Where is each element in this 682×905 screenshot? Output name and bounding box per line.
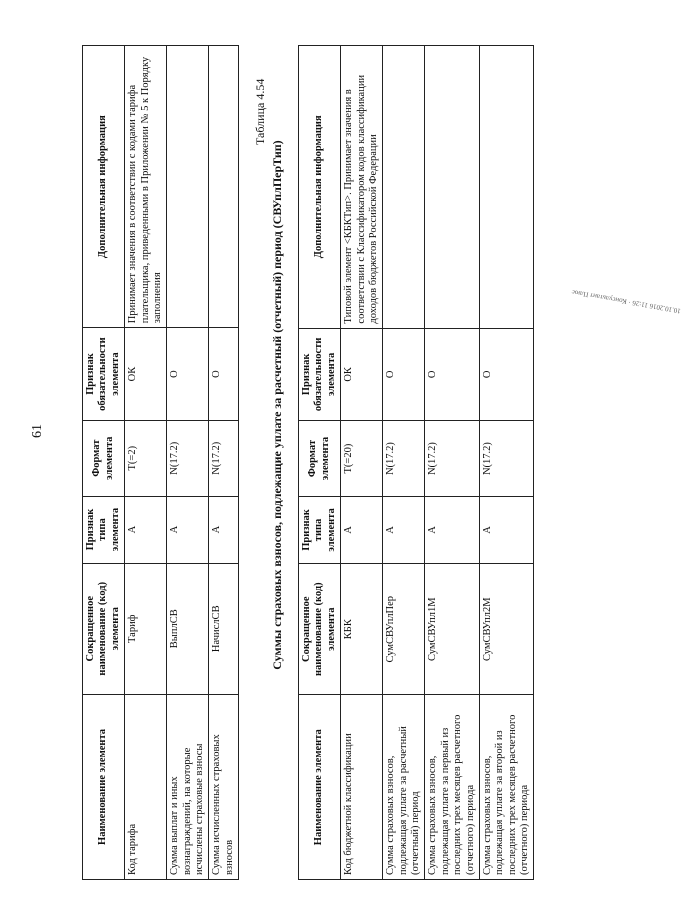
cell-code: КБК	[341, 563, 383, 695]
cell-type: А	[383, 496, 425, 563]
cell-code: НачислСВ	[209, 563, 239, 694]
table-row	[425, 46, 480, 880]
cell-format: N(17.2)	[167, 420, 209, 496]
cell-type: А	[341, 496, 383, 563]
header-required: Признак обязательности элемента	[299, 328, 341, 421]
cell-name: Код бюджетной классификации	[341, 695, 383, 880]
cell-info	[479, 46, 534, 329]
header-short-name: Сокращенное наименование (код) элемента	[299, 563, 341, 695]
header-short-name: Сокращенное наименование (код) элемента	[83, 563, 125, 694]
cell-name: Сумма выплат и иных вознаграждений, на которые исчислены страховые взносы	[167, 694, 209, 879]
cell-code: Тариф	[125, 563, 167, 694]
table-row	[383, 46, 425, 880]
cell-name: Сумма страховых взносов, подлежащая уплате за первый из последних трех месяцев расчетного (отчетного) периода	[425, 695, 480, 880]
cell-required: О	[479, 328, 534, 421]
table-caption: Суммы страховых взносов, подлежащие уплате за расчетный (отчетный) период (СВУплПерТип)	[270, 140, 284, 670]
cell-required: ОК	[341, 328, 383, 421]
header-required: Признак обязательности элемента	[83, 328, 125, 421]
table-tariff	[82, 45, 239, 880]
table-insurance-sums	[298, 45, 534, 880]
cell-required: ОК	[125, 328, 167, 421]
table-row	[479, 46, 534, 880]
cell-format: N(17.2)	[479, 421, 534, 497]
cell-format: N(17.2)	[209, 420, 239, 496]
cell-info: Принимает значения в соответствии с кодами тарифа плательщика, приведенными в Приложении № 5 к Порядку заполнения	[125, 46, 167, 328]
header-element-name: Наименование элемента	[299, 695, 341, 880]
table-label: Таблица 4.54	[253, 78, 267, 145]
cell-info	[425, 46, 480, 329]
header-format: Формат элемента	[83, 420, 125, 496]
cell-info	[383, 46, 425, 329]
header-element-name: Наименование элемента	[83, 694, 125, 879]
table-row	[341, 46, 383, 880]
header-additional-info: Дополнительная информация	[299, 46, 341, 329]
cell-type: А	[425, 496, 480, 563]
header-additional-info: Дополнительная информация	[83, 46, 125, 328]
cell-required: О	[209, 328, 239, 421]
header-type: Признак типа элемента	[299, 496, 341, 563]
cell-format: T(=2)	[125, 420, 167, 496]
table-header-row	[83, 46, 125, 880]
page-number: 61	[30, 424, 45, 438]
cell-type: А	[167, 496, 209, 563]
cell-name: Код тарифа	[125, 694, 167, 879]
cell-required: О	[383, 328, 425, 421]
table-row	[209, 46, 239, 880]
cell-type: А	[125, 496, 167, 563]
cell-name: Сумма исчисленных страховых взносов	[209, 694, 239, 879]
cell-code: СумСВУпл2М	[479, 563, 534, 695]
cell-info: Типовой элемент <КБКТип>. Принимает значения в соответствии с Классификатором кодов классификации доходов бюджетов Российской Федерации	[341, 46, 383, 329]
cell-format: T(=20)	[341, 421, 383, 497]
margin-stamp: 10.10.2016 11:26 · Консультант Плюс	[571, 287, 682, 315]
cell-required: О	[425, 328, 480, 421]
header-format: Формат элемента	[299, 421, 341, 497]
cell-code: ВыплСВ	[167, 563, 209, 694]
cell-info	[167, 46, 209, 328]
cell-format: N(17.2)	[425, 421, 480, 497]
header-type: Признак типа элемента	[83, 496, 125, 563]
cell-name: Сумма страховых взносов, подлежащая уплате за второй из последних трех месяцев расчетного (отчетного) периода	[479, 695, 534, 880]
cell-code: СумСВУпл1М	[425, 563, 480, 695]
table-header-row	[299, 46, 341, 880]
cell-name: Сумма страховых взносов, подлежащая уплате за расчетный (отчетный) период	[383, 695, 425, 880]
cell-type: А	[479, 496, 534, 563]
cell-info	[209, 46, 239, 328]
cell-type: А	[209, 496, 239, 563]
cell-required: О	[167, 328, 209, 421]
cell-code: СумСВУплПер	[383, 563, 425, 695]
table-row	[125, 46, 167, 880]
table-row	[167, 46, 209, 880]
cell-format: N(17.2)	[383, 421, 425, 497]
